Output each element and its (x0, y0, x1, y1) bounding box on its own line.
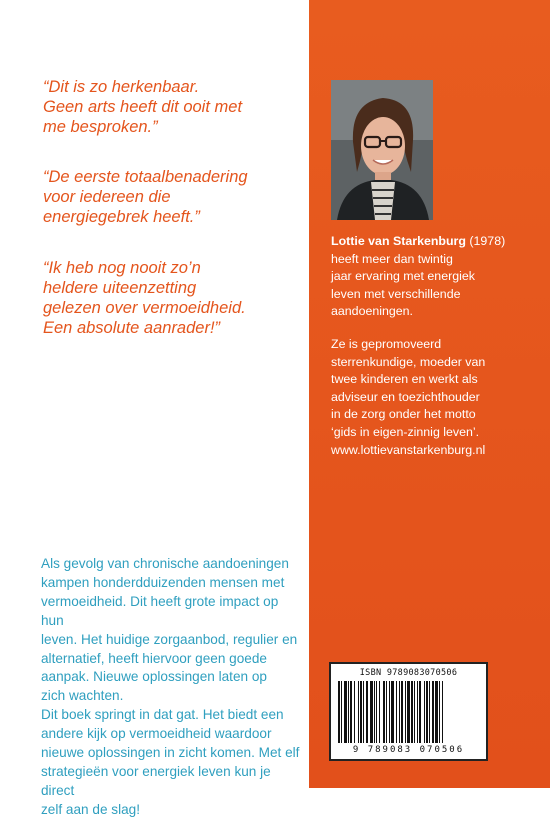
barcode-bar (399, 681, 400, 743)
barcode-bars (338, 681, 480, 743)
barcode-bar (358, 681, 359, 743)
author-bio (331, 233, 536, 321)
barcode-bar (407, 681, 410, 743)
barcode-bar (432, 681, 434, 743)
barcode-bar (419, 681, 421, 743)
review-quote-2: “De eerste totaalbenadering voor iedereen die energiegebrek heeft.” (43, 168, 248, 226)
barcode-bar (338, 681, 340, 743)
author-name: Lottie van Starkenburg (331, 234, 466, 248)
barcode-bar (360, 681, 362, 743)
review-quote-3: “Ik heb nog nooit zo’n heldere uiteenzetting gelezen over vermoeidheid. Een absolute aanrader!” (43, 259, 246, 337)
barcode-bar (386, 681, 387, 743)
barcode-bar (411, 681, 413, 743)
barcode-bar (442, 681, 443, 743)
barcode-bar (383, 681, 385, 743)
review-quote-1: “Dit is zo herkenbaar. Geen arts heeft dit ooit met me besproken.” (43, 78, 243, 136)
barcode-bar (376, 681, 377, 743)
barcode-bar (439, 681, 440, 743)
barcode-bar (363, 681, 364, 743)
barcode-bar (396, 681, 397, 743)
barcode-bar (354, 681, 355, 743)
barcode-bar (341, 681, 342, 743)
author-bio-more: Ze is gepromoveerd sterrenkundige, moeder van twee kinderen en werkt als adviseur en toezichthouder in de zorg onder het motto ‘gids in eigen-zinnig leven’. www.lottievanstarkenburg.nl (331, 337, 486, 457)
barcode-bar (366, 681, 368, 743)
author-photo (331, 80, 433, 220)
barcode-bar (401, 681, 403, 743)
barcode-bar (426, 681, 428, 743)
barcode-bar (424, 681, 425, 743)
barcode-bar (379, 681, 380, 743)
barcode-bar (435, 681, 438, 743)
barcode-bar (417, 681, 418, 743)
barcode-bar (391, 681, 394, 743)
barcode-bar (429, 681, 430, 743)
barcode-bar (344, 681, 347, 743)
isbn-label: ISBN 9789083070506 (359, 668, 458, 678)
book-blurb: Als gevolg van chronische aandoeningen kampen honderdduizenden mensen met vermoeidheid. Dit heeft grote impact op hun leven. Het huidige zorgaanbod, regulier en alternatief, heeft hiervoor geen goede aanpak. Nieuwe oplossingen laten op zich wachten. Dit boek springt in dat gat. Het biedt een andere kijk op vermoeidheid waardoor nieuwe oplossingen in zicht komen. Met elf strategieën voor energiek leven kun je direct zelf aan de slag! (41, 556, 300, 817)
barcode-bar (348, 681, 349, 743)
isbn-barcode (329, 662, 488, 761)
author-bio-intro: (1978) heeft meer dan twintig jaar ervaring met energiek leven met verschillende aandoeningen. (331, 234, 506, 319)
barcode-bar (370, 681, 373, 743)
barcode-bar (389, 681, 390, 743)
barcode-bar (405, 681, 406, 743)
barcode-bar (374, 681, 375, 743)
isbn-digits: 9 789083 070506 (352, 745, 465, 755)
barcode-bar (350, 681, 352, 743)
barcode-bar (414, 681, 415, 743)
